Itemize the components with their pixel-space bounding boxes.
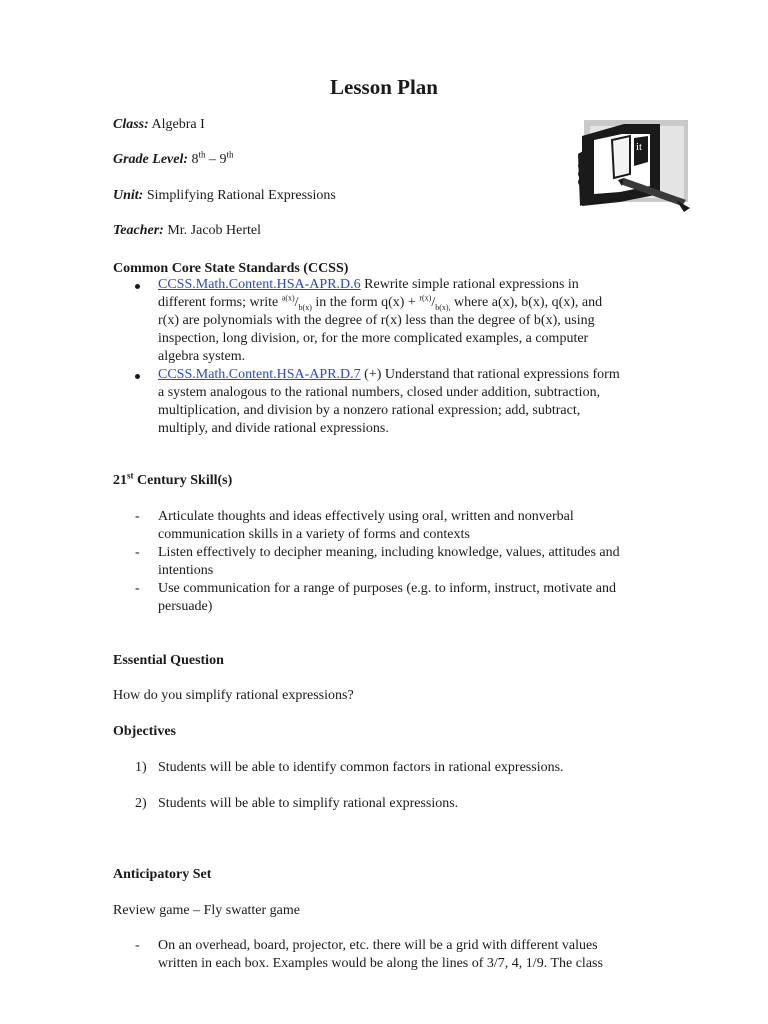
page-title: Lesson Plan — [330, 75, 438, 99]
fraction-denominator: b(x) — [298, 302, 312, 312]
ccss-item-line: inspection, long division, or, for the more complicated examples, a computer — [158, 331, 589, 346]
grade-sup-a: th — [198, 149, 206, 160]
teacher-value: Mr. Jacob Hertel — [167, 223, 262, 238]
anticipatory-list — [113, 937, 673, 973]
unit-label: Unit: — [113, 188, 144, 203]
ccss-heading: Common Core State Standards (CCSS) — [113, 261, 349, 276]
class-field — [113, 116, 205, 134]
skills-heading-text: Century Skill(s) — [133, 473, 233, 488]
class-value: Algebra I — [151, 117, 205, 132]
fraction-denominator: b(x), — [435, 302, 451, 312]
skills-item — [113, 508, 673, 544]
objective-number: 2) — [135, 796, 147, 811]
skills-line: Articulate thoughts and ideas effectively using oral, written and nonverbal — [158, 509, 574, 524]
skills-line: communication skills in a variety of forms and contexts — [158, 527, 470, 542]
dash-marker: - — [135, 581, 140, 596]
grade-value-a: 8 — [191, 152, 199, 167]
objectives-heading: Objectives — [113, 724, 176, 739]
objective-text: Students will be able to simplify rational expressions. — [158, 796, 459, 811]
dash-marker: - — [135, 545, 140, 560]
grade-sup-b: th — [226, 149, 234, 160]
bullet-icon — [135, 284, 140, 289]
bullet-icon — [135, 374, 140, 379]
objectives-list — [113, 795, 673, 813]
unit-value: Simplifying Rational Expressions — [146, 188, 336, 203]
grade-label: Grade Level: — [113, 152, 189, 167]
ccss-item-line: multiply, and divide rational expressions. — [158, 421, 389, 436]
anticipatory-text: Review game – Fly swatter game — [113, 903, 301, 918]
dash-marker: - — [135, 938, 140, 953]
objective-text: Students will be able to identify common factors in rational expressions. — [158, 760, 564, 775]
objectives-list — [113, 759, 673, 777]
ccss-item — [113, 366, 673, 438]
anticipatory-line: written in each box. Examples would be along the lines of 3/7, 4, 1/9. The class — [158, 956, 603, 971]
skills-heading-sup: st — [127, 470, 134, 481]
skills-item — [113, 580, 673, 616]
objective-item — [113, 759, 673, 777]
ccss-item — [113, 276, 673, 366]
ccss-item-line — [158, 366, 673, 384]
svg-text:it: it — [636, 141, 643, 153]
skills-list — [113, 508, 673, 616]
grade-field — [113, 151, 234, 169]
teacher-field — [113, 222, 261, 240]
ccss-text: where a(x), b(x), q(x), and — [450, 295, 603, 310]
class-label: Class: — [113, 117, 149, 132]
skills-line: Listen effectively to decipher meaning, including knowledge, values, attitudes and — [158, 545, 620, 560]
ccss-item-line — [158, 276, 673, 294]
anticipatory-item — [113, 937, 673, 973]
skills-line: intentions — [158, 563, 214, 578]
fraction-numerator: a(x) — [281, 293, 295, 303]
anticipatory-heading: Anticipatory Set — [113, 867, 212, 882]
ccss-item-line: a system analogous to the rational numbers, closed under addition, subtraction, — [158, 385, 601, 400]
skills-line: persuade) — [158, 599, 213, 614]
ccss-item-line: r(x) are polynomials with the degree of r(x) less than the degree of b(x), using — [158, 313, 595, 328]
ccss-link-d6[interactable]: CCSS.Math.Content.HSA-APR.D.6 — [158, 277, 361, 292]
ccss-item-line: different forms; write $^{a(x)}/_{b(x)}$ in the form $q(x) + ^{r(x)}/_{b(x),}$ where a(x), b(x), q(x), and — [158, 293, 603, 312]
anticipatory-line: On an overhead, board, projector, etc. there will be a grid with different values — [158, 938, 598, 953]
ccss-text: different forms; write — [158, 295, 279, 310]
notebook-pen-clipart-icon — [572, 114, 694, 216]
skills-heading-num: 21 — [113, 473, 127, 488]
objective-number: 1) — [135, 760, 147, 775]
skills-heading — [113, 472, 232, 490]
ccss-text: (+) Understand that rational expressions form — [360, 367, 620, 382]
ccss-text: Rewrite simple rational expressions in — [360, 277, 579, 292]
fraction-numerator: r(x) — [419, 293, 432, 303]
objective-item — [113, 795, 673, 813]
skills-line: Use communication for a range of purposes (e.g. to inform, instruct, motivate and — [158, 581, 616, 596]
skills-item — [113, 544, 673, 580]
ccss-list — [113, 276, 673, 438]
teacher-label: Teacher: — [113, 223, 164, 238]
ccss-text: in the form q(x) + — [311, 295, 420, 310]
ccss-link-d7[interactable]: CCSS.Math.Content.HSA-APR.D.7 — [158, 367, 361, 382]
unit-field — [113, 187, 336, 205]
grade-mid: – 9 — [205, 152, 227, 167]
ccss-item-line: multiplication, and division by a nonzero rational expression; add, subtract, — [158, 403, 581, 418]
ccss-item-line: algebra system. — [158, 349, 246, 364]
essential-heading: Essential Question — [113, 653, 224, 668]
dash-marker: - — [135, 509, 140, 524]
essential-text: How do you simplify rational expressions? — [113, 688, 354, 703]
